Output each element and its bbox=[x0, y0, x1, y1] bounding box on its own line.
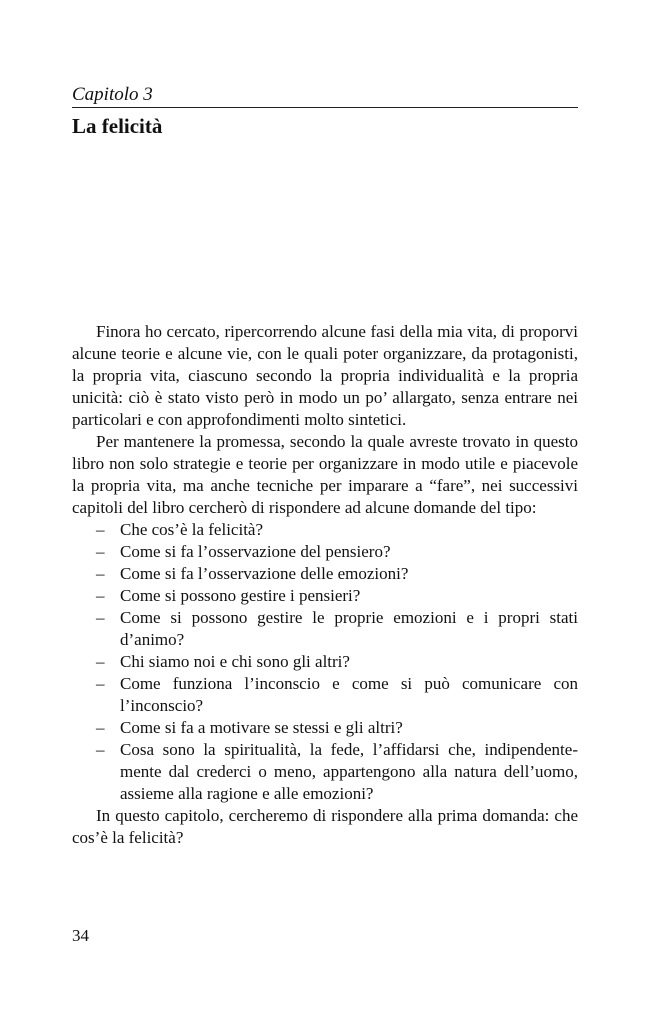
list-dash: – bbox=[96, 586, 105, 605]
chapter-body bbox=[72, 321, 578, 849]
list-item bbox=[72, 585, 578, 607]
question-text: Come si fa l’osservazione del pensiero? bbox=[120, 542, 391, 561]
question-text: Come si fa l’osservazione delle emozioni? bbox=[120, 564, 409, 583]
list-dash: – bbox=[96, 564, 105, 583]
list-item bbox=[72, 541, 578, 563]
list-dash: – bbox=[96, 542, 105, 561]
question-text: Cosa sono la spiritualità, la fede, l’affidarsi che, indipendentemente dal crederci o meno, appartengono alla natura dell’uomo, assieme alla ragione e alle emozioni? bbox=[120, 740, 578, 803]
list-dash: – bbox=[96, 520, 105, 539]
list-item bbox=[72, 563, 578, 585]
list-dash: – bbox=[96, 652, 105, 671]
page-number: 34 bbox=[72, 926, 89, 945]
list-dash: – bbox=[96, 740, 105, 759]
paragraph-intro: Finora ho cercato, ripercorrendo alcune fasi della mia vita, di proporvi alcune teorie e alcune vie, con le quali poter organizzare, da protagonisti, la propria vita, ciascuno secondo la propria individualità e la propria unicità: ciò è stato visto però in modo un po’ allargato, senza entrare nei particolari e con approfondimenti molto sintetici. bbox=[72, 322, 578, 429]
list-item bbox=[72, 673, 578, 717]
question-text: Come funziona l’inconscio e come si può comunicare con l’inconscio? bbox=[120, 674, 578, 715]
chapter-label: Capitolo 3 bbox=[72, 84, 153, 105]
book-page bbox=[72, 0, 578, 1034]
list-dash: – bbox=[96, 718, 105, 737]
list-item bbox=[72, 519, 578, 541]
list-item bbox=[72, 739, 578, 805]
chapter-rule bbox=[72, 107, 578, 108]
question-text: Come si fa a motivare se stessi e gli altri? bbox=[120, 718, 403, 737]
list-item bbox=[72, 717, 578, 739]
question-text: Che cos’è la felicità? bbox=[120, 520, 264, 539]
list-dash: – bbox=[96, 608, 105, 627]
question-text: Come si possono gestire le proprie emozioni e i propri stati d’animo? bbox=[120, 608, 578, 649]
chapter-title: La felicità bbox=[72, 114, 163, 138]
paragraph-promise: Per mantenere la promessa, secondo la quale avreste trovato in questo libro non solo strategie e teorie per organizzare in modo utile e piacevole la propria vita, ma anche tecniche per imparare a “fare”, nei successivi capitoli del libro cercherò di rispondere ad alcune domande del tipo: bbox=[72, 432, 578, 517]
list-item bbox=[72, 651, 578, 673]
question-text: Come si possono gestire i pensieri? bbox=[120, 586, 361, 605]
list-dash: – bbox=[96, 674, 105, 693]
paragraph-chapter-aim: In questo capitolo, cercheremo di rispondere alla prima domanda: che cos’è la felicità? bbox=[72, 806, 578, 847]
question-text: Chi siamo noi e chi sono gli altri? bbox=[120, 652, 350, 671]
questions-list bbox=[72, 519, 578, 805]
list-item bbox=[72, 607, 578, 651]
